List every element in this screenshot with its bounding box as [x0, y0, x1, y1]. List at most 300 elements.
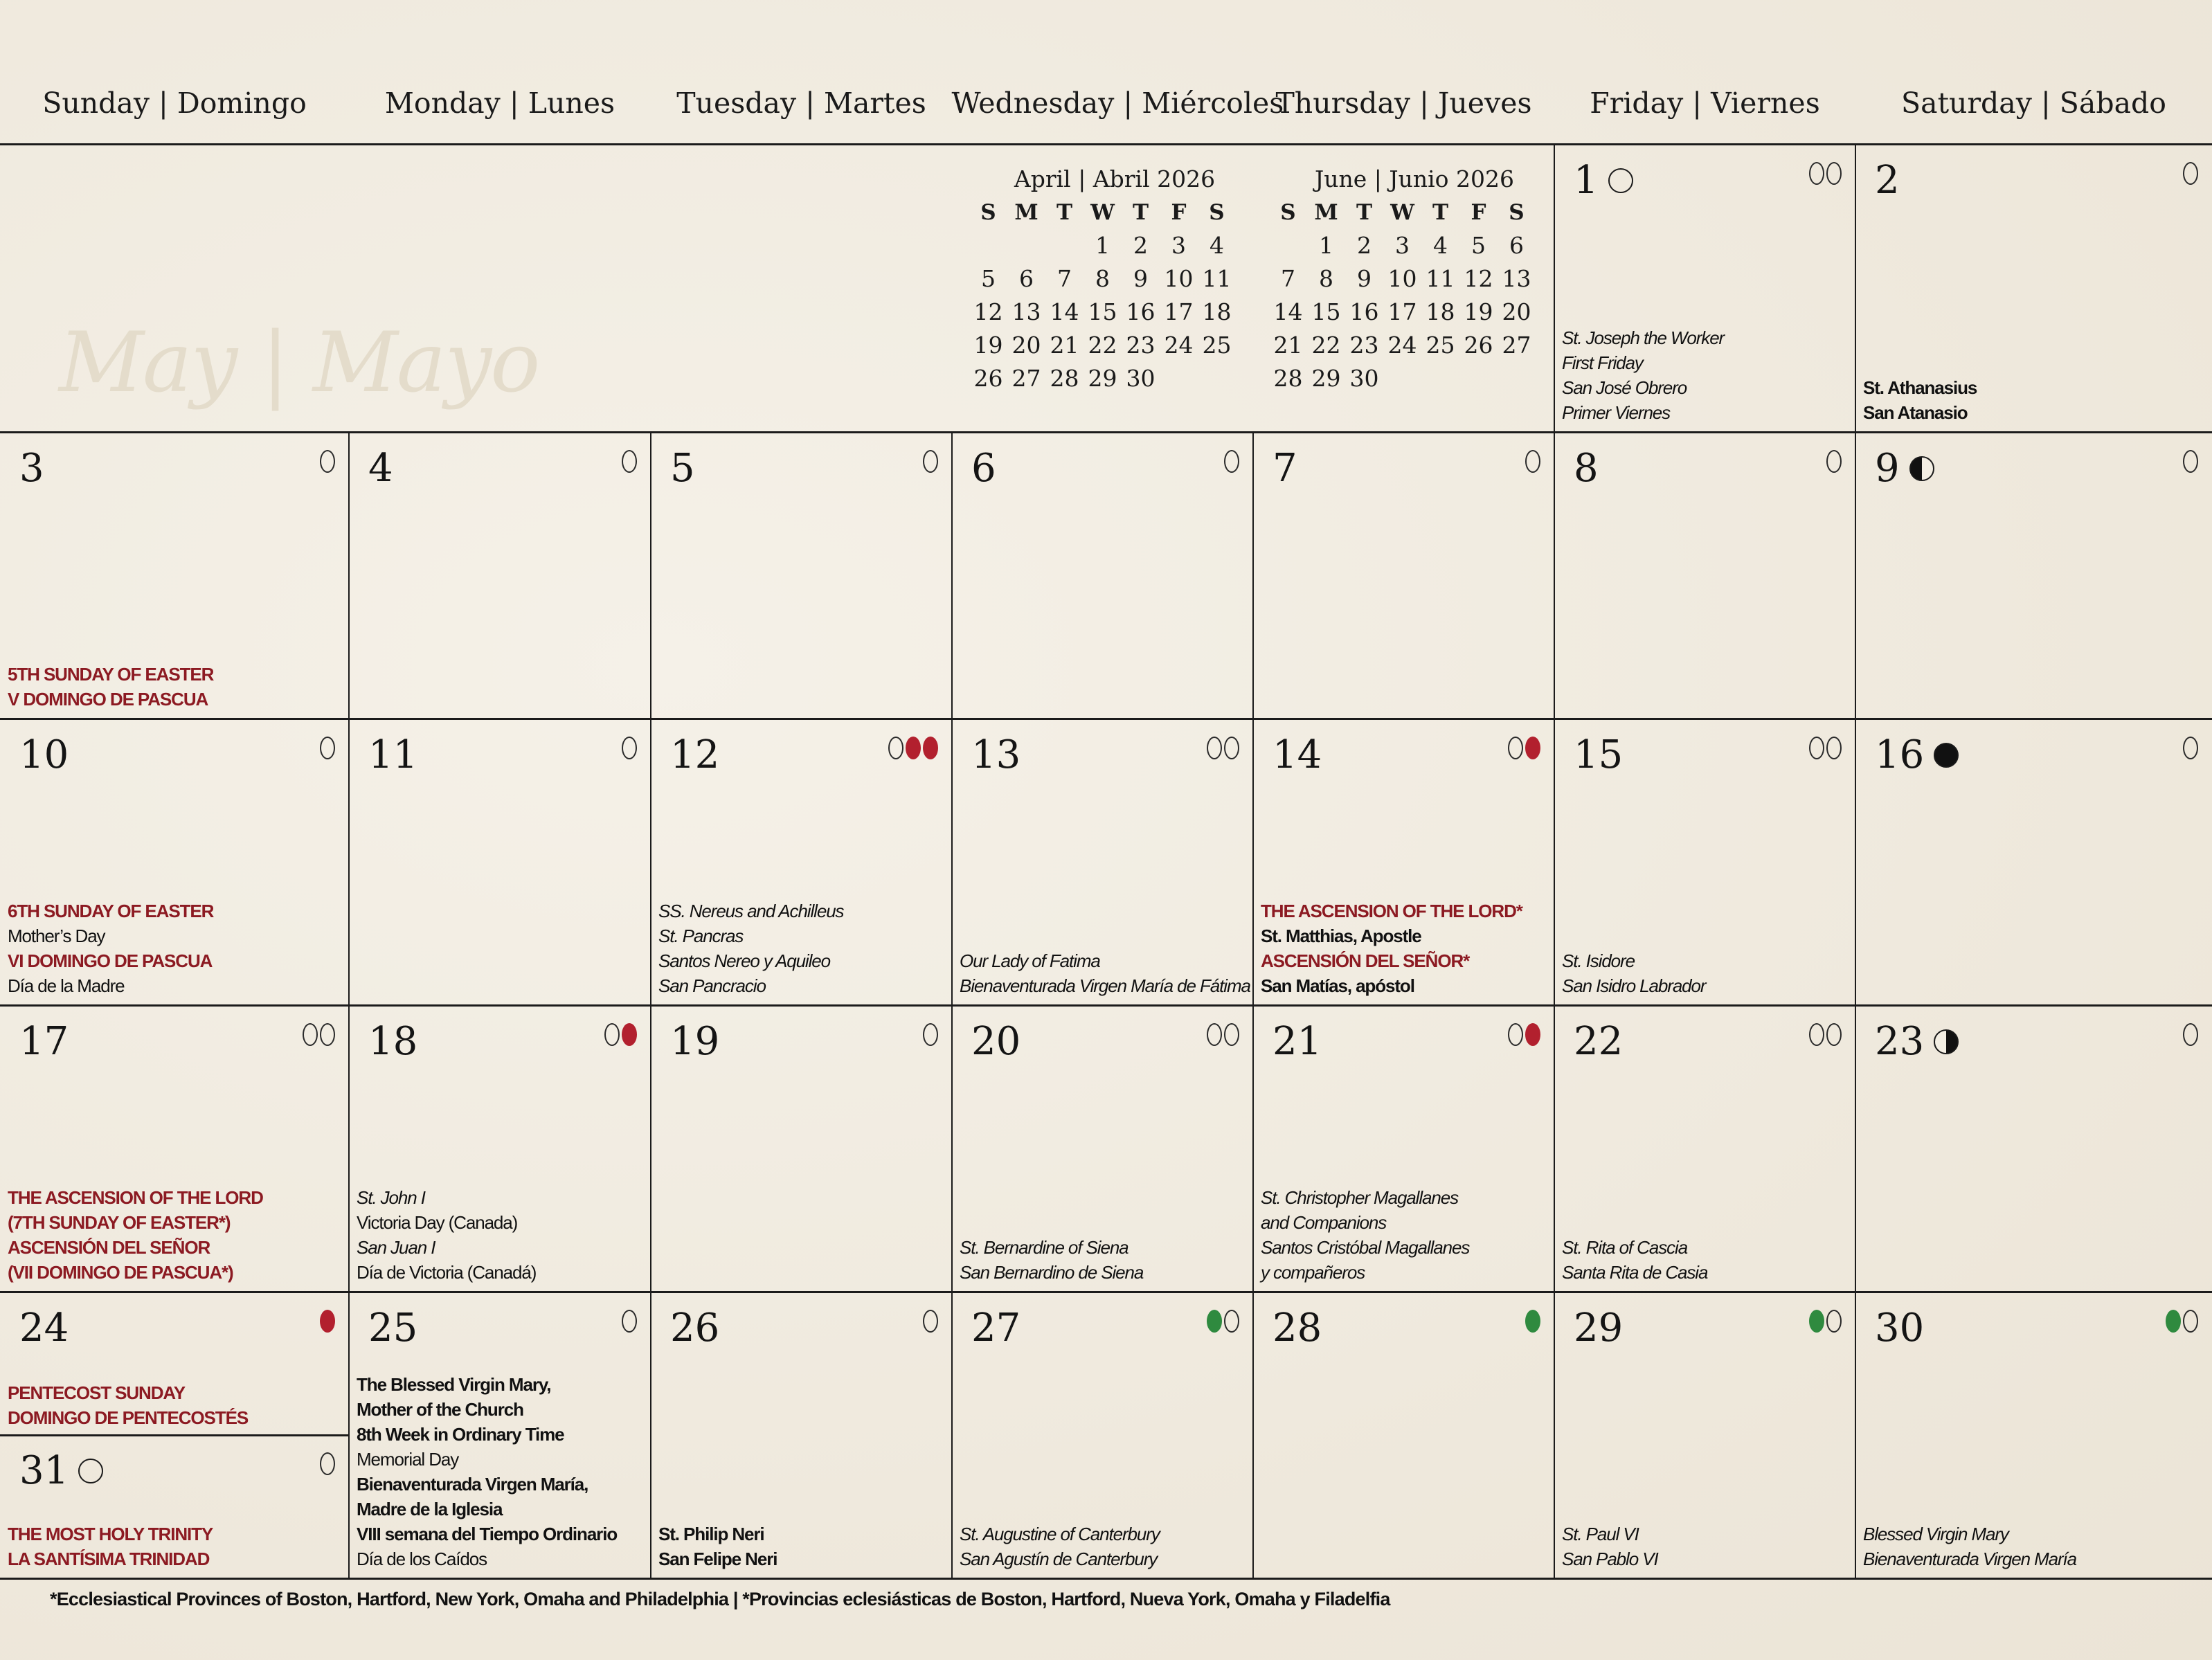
- day-number-text: 27: [971, 1306, 1021, 1351]
- event-line: Mother’s Day: [8, 926, 105, 946]
- mini-day: 15: [1311, 298, 1341, 325]
- liturgical-color-indicators: [1207, 1310, 1239, 1333]
- grid-line: [0, 1578, 2212, 1580]
- liturgical-color-indicators: [1207, 1023, 1239, 1046]
- mini-day: 9: [1133, 265, 1148, 292]
- day-events: [8, 1185, 345, 1285]
- mini-day: [1383, 362, 1421, 395]
- event-line: San Agustín de Canterbury: [960, 1549, 1158, 1569]
- event-line: SS. Nereus and Achilleus: [658, 901, 844, 921]
- liturgical-color-indicators: [604, 1023, 637, 1046]
- mini-day: 8: [1095, 265, 1110, 292]
- mini-day: 19: [973, 332, 1003, 359]
- mini-day: [1007, 229, 1045, 262]
- grid-line: [951, 432, 953, 1578]
- day-number: [368, 1304, 417, 1353]
- day-events: [960, 1522, 1249, 1571]
- day-number: [1875, 1304, 1924, 1353]
- grid-line: [1252, 432, 1254, 1578]
- event-line: DOMINGO DE PENTECOSTÉS: [8, 1407, 249, 1428]
- event-line: San José Obrero: [1562, 377, 1687, 398]
- day-cell[interactable]: [350, 720, 649, 1004]
- mini-day: 19: [1464, 298, 1493, 325]
- mini-day: 7: [1281, 265, 1295, 292]
- white-vestment-dot-icon: [1826, 737, 1842, 759]
- day-number-text: 19: [670, 1019, 720, 1064]
- day-number-text: 12: [670, 732, 720, 777]
- white-vestment-dot-icon: [622, 1310, 637, 1333]
- grid-line: [1554, 144, 1555, 1578]
- white-vestment-dot-icon: [320, 1023, 335, 1046]
- day-cell[interactable]: [1, 1436, 348, 1577]
- event-line: Bienaventurada Virgen María: [1863, 1549, 2077, 1569]
- event-line: Santos Nereo y Aquileo: [658, 950, 831, 971]
- white-vestment-dot-icon: [1809, 162, 1824, 185]
- mini-day: 9: [1357, 265, 1372, 292]
- day-number-text: 18: [368, 1019, 418, 1064]
- mini-day: [969, 229, 1007, 262]
- day-cell[interactable]: [652, 720, 951, 1004]
- first-quarter-moon-icon: [1934, 1029, 1959, 1054]
- mini-day: 18: [1426, 298, 1455, 325]
- event-line: St. Augustine of Canterbury: [960, 1524, 1160, 1544]
- mini-day: 25: [1426, 332, 1455, 359]
- white-vestment-dot-icon: [1826, 450, 1842, 473]
- weekday-label: Saturday | Sábado: [1901, 87, 2166, 120]
- white-vestment-dot-icon: [622, 737, 637, 759]
- event-line: San Felipe Neri: [658, 1549, 777, 1569]
- day-number: [670, 444, 695, 493]
- day-cell[interactable]: [1857, 433, 2211, 717]
- day-number: [19, 731, 69, 779]
- mini-day: 8: [1319, 265, 1333, 292]
- mini-calendar: [969, 163, 1246, 395]
- day-cell[interactable]: [1857, 720, 2211, 1004]
- white-vestment-dot-icon: [1224, 737, 1239, 759]
- mini-day: 17: [1387, 298, 1417, 325]
- white-vestment-dot-icon: [2183, 737, 2198, 759]
- liturgical-color-indicators: [1207, 737, 1239, 759]
- day-cell[interactable]: [350, 1007, 649, 1290]
- liturgical-color-indicators: [2183, 450, 2198, 473]
- mini-day: [1498, 362, 1536, 395]
- mini-day: 7: [1057, 265, 1072, 292]
- weekday-initial: T: [1432, 200, 1449, 225]
- liturgical-color-indicators: [1525, 1310, 1540, 1333]
- day-events: [658, 899, 948, 998]
- event-line: THE MOST HOLY TRINITY: [8, 1524, 213, 1544]
- day-events: [8, 899, 345, 998]
- red-vestment-dot-icon: [1525, 1023, 1540, 1046]
- mini-day: 12: [973, 298, 1003, 325]
- white-vestment-dot-icon: [1207, 737, 1222, 759]
- liturgical-color-indicators: [888, 737, 938, 759]
- weekday-initial: F: [1471, 200, 1486, 225]
- mini-day: 24: [1164, 332, 1194, 359]
- white-vestment-dot-icon: [2183, 450, 2198, 473]
- weekday-initial: T: [1356, 200, 1373, 225]
- event-line: VIII semana del Tiempo Ordinario: [357, 1524, 618, 1544]
- day-number-text: 21: [1273, 1019, 1322, 1064]
- split-divider: [0, 1434, 348, 1436]
- event-line: St. Matthias, Apostle: [1261, 926, 1421, 946]
- day-number: [971, 731, 1020, 779]
- day-number: [1875, 1018, 1959, 1066]
- white-vestment-dot-icon: [1508, 737, 1523, 759]
- liturgical-color-indicators: [622, 450, 637, 473]
- liturgical-color-indicators: [1809, 737, 1842, 759]
- green-vestment-dot-icon: [1525, 1310, 1540, 1333]
- mini-calendar: [1269, 163, 1546, 395]
- mini-day: 14: [1050, 298, 1079, 325]
- liturgical-color-indicators: [1809, 1023, 1842, 1046]
- day-number: [1875, 731, 1959, 779]
- last-quarter-moon-icon: [1909, 456, 1934, 481]
- event-line: (7TH SUNDAY OF EASTER*): [8, 1212, 231, 1233]
- event-line: St. Paul VI: [1562, 1524, 1639, 1544]
- event-line: St. Christopher Magallanes: [1261, 1187, 1458, 1208]
- mini-day: 3: [1395, 232, 1410, 259]
- day-cell[interactable]: [1857, 1007, 2211, 1290]
- day-cell[interactable]: [1, 433, 348, 717]
- day-number-text: 28: [1273, 1306, 1322, 1351]
- day-number: [368, 1018, 417, 1066]
- mini-calendar-table: [1269, 196, 1536, 395]
- day-number: [1574, 731, 1623, 779]
- event-line: Madre de la Iglesia: [357, 1499, 503, 1519]
- mini-day: 26: [1464, 332, 1493, 359]
- weekday-label: Thursday | Jueves: [1275, 87, 1532, 120]
- day-number: [19, 1304, 69, 1353]
- liturgical-color-indicators: [320, 450, 335, 473]
- liturgical-color-indicators: [320, 1452, 335, 1475]
- day-number: [670, 731, 719, 779]
- mini-day: 11: [1426, 265, 1455, 292]
- mini-calendar-title: April | Abril 2026: [1014, 165, 1216, 192]
- mini-day: [1198, 362, 1236, 395]
- liturgical-color-indicators: [622, 737, 637, 759]
- day-number: [1574, 156, 1633, 205]
- day-cell[interactable]: [1556, 720, 1854, 1004]
- mini-day: [1160, 362, 1198, 395]
- weekday-label: Monday | Lunes: [384, 87, 615, 120]
- weekday-initial: W: [1390, 200, 1414, 225]
- event-line: V DOMINGO DE PASCUA: [8, 689, 208, 710]
- red-vestment-dot-icon: [923, 737, 938, 759]
- day-number-text: 2: [1875, 158, 1900, 203]
- liturgical-color-indicators: [1508, 1023, 1540, 1046]
- day-cell[interactable]: [1255, 1293, 1553, 1577]
- day-number-text: 4: [368, 446, 393, 491]
- mini-day: 13: [1011, 298, 1041, 325]
- day-cell[interactable]: [1556, 145, 1854, 431]
- white-vestment-dot-icon: [320, 737, 335, 759]
- mini-day: 30: [1349, 365, 1379, 392]
- day-cell[interactable]: [1, 1293, 348, 1436]
- white-vestment-dot-icon: [1826, 1023, 1842, 1046]
- event-line: St. John I: [357, 1187, 425, 1208]
- day-number: [368, 731, 417, 779]
- event-line: 5TH SUNDAY OF EASTER: [8, 664, 214, 685]
- liturgical-color-indicators: [1809, 1310, 1842, 1333]
- day-number: [971, 1304, 1020, 1353]
- mini-day: [1421, 362, 1459, 395]
- mini-day: 5: [981, 265, 996, 292]
- weekday-header: [0, 66, 2212, 152]
- day-cell[interactable]: [1857, 1293, 2211, 1577]
- mini-day: 28: [1050, 365, 1079, 392]
- weekday-initial: S: [1509, 200, 1525, 225]
- grid-line: [650, 432, 651, 1578]
- weekday-initial: W: [1090, 200, 1115, 225]
- day-number: [19, 1447, 103, 1495]
- event-line: Memorial Day: [357, 1449, 459, 1470]
- day-number: [19, 1018, 69, 1066]
- mini-day: [1459, 362, 1498, 395]
- day-cell[interactable]: [1255, 720, 1553, 1004]
- day-events: [658, 1522, 948, 1571]
- event-line: Mother of the Church: [357, 1399, 523, 1420]
- white-vestment-dot-icon: [1809, 1023, 1824, 1046]
- event-line: PENTECOST SUNDAY: [8, 1382, 185, 1403]
- day-number-text: 17: [19, 1019, 69, 1064]
- event-line: San Juan I: [357, 1237, 435, 1258]
- event-line: LA SANTÍSIMA TRINIDAD: [8, 1549, 210, 1569]
- event-line: San Pancracio: [658, 975, 766, 996]
- mini-day: 16: [1349, 298, 1379, 325]
- event-line: St. Philip Neri: [658, 1524, 764, 1544]
- event-line: THE ASCENSION OF THE LORD*: [1261, 901, 1522, 921]
- mini-day: 2: [1357, 232, 1372, 259]
- event-line: Bienaventurada Virgen María de Fátima: [960, 975, 1250, 996]
- event-line: ASCENSIÓN DEL SEÑOR: [8, 1237, 210, 1258]
- liturgical-color-indicators: [622, 1310, 637, 1333]
- event-line: San Pablo VI: [1562, 1549, 1658, 1569]
- day-events: [8, 1380, 345, 1430]
- weekday-initial: S: [980, 200, 996, 225]
- liturgical-color-indicators: [1525, 450, 1540, 473]
- mini-calendar-table: [969, 196, 1236, 395]
- event-line: Our Lady of Fatima: [960, 950, 1100, 971]
- day-number-text: 16: [1875, 732, 1925, 777]
- white-vestment-dot-icon: [2183, 1023, 2198, 1046]
- day-cell[interactable]: [953, 1007, 1252, 1290]
- event-line: St. Athanasius: [1863, 377, 1977, 398]
- day-cell[interactable]: [953, 433, 1252, 717]
- event-line: First Friday: [1562, 352, 1643, 373]
- mini-day: 5: [1471, 232, 1486, 259]
- day-number-text: 14: [1273, 732, 1322, 777]
- liturgical-color-indicators: [923, 450, 938, 473]
- day-number: [368, 444, 393, 493]
- day-number-text: 15: [1574, 732, 1624, 777]
- event-line: 6TH SUNDAY OF EASTER: [8, 901, 214, 921]
- liturgical-color-indicators: [1809, 162, 1842, 185]
- day-cell[interactable]: [1556, 1293, 1854, 1577]
- day-events: [8, 662, 345, 712]
- day-number-text: 22: [1574, 1019, 1624, 1064]
- liturgical-color-indicators: [2183, 1023, 2198, 1046]
- event-line: St. Rita of Cascia: [1562, 1237, 1688, 1258]
- day-number-text: 10: [19, 732, 69, 777]
- day-number: [971, 444, 996, 493]
- white-vestment-dot-icon: [923, 450, 938, 473]
- mini-day: 14: [1273, 298, 1303, 325]
- full-moon-icon: [78, 1459, 103, 1483]
- day-events: [1261, 1185, 1550, 1285]
- event-line: Victoria Day (Canada): [357, 1212, 518, 1233]
- mini-day: 18: [1202, 298, 1232, 325]
- mini-day: 27: [1011, 365, 1041, 392]
- red-vestment-dot-icon: [1525, 737, 1540, 759]
- event-line: 8th Week in Ordinary Time: [357, 1424, 564, 1445]
- event-line: Santa Rita de Casia: [1562, 1262, 1708, 1283]
- white-vestment-dot-icon: [1224, 1023, 1239, 1046]
- day-number-text: 3: [19, 446, 44, 491]
- day-cell[interactable]: [1, 720, 348, 1004]
- mini-day: [1269, 229, 1307, 262]
- weekday-label: Tuesday | Martes: [676, 87, 926, 120]
- event-line: Santos Cristóbal Magallanes: [1261, 1237, 1470, 1258]
- day-number-text: 7: [1273, 446, 1297, 491]
- day-number: [1875, 156, 1900, 205]
- mini-day: 6: [1019, 265, 1034, 292]
- day-cell[interactable]: [1255, 1007, 1553, 1290]
- day-number-text: 23: [1875, 1019, 1925, 1064]
- event-line: Día de los Caídos: [357, 1549, 487, 1569]
- day-events: [1261, 899, 1550, 998]
- month-title: May | Mayo: [59, 315, 539, 411]
- red-vestment-dot-icon: [320, 1310, 335, 1333]
- day-number-text: 20: [971, 1019, 1021, 1064]
- mini-day: 29: [1088, 365, 1117, 392]
- mini-day: 20: [1502, 298, 1531, 325]
- white-vestment-dot-icon: [604, 1023, 620, 1046]
- liturgical-color-indicators: [1508, 737, 1540, 759]
- day-number: [1273, 731, 1322, 779]
- day-events: [357, 1185, 647, 1285]
- liturgical-color-indicators: [1224, 450, 1239, 473]
- red-vestment-dot-icon: [906, 737, 921, 759]
- mini-day: 10: [1164, 265, 1194, 292]
- day-cell[interactable]: [1556, 433, 1854, 717]
- mini-day: [1045, 229, 1083, 262]
- day-cell[interactable]: [953, 1293, 1252, 1577]
- day-cell[interactable]: [1255, 433, 1553, 717]
- mini-day: 17: [1164, 298, 1194, 325]
- event-line: Día de la Madre: [8, 975, 125, 996]
- day-events: [960, 1235, 1249, 1285]
- day-number: [1273, 1304, 1322, 1353]
- day-events: [1562, 1522, 1851, 1571]
- day-cell[interactable]: [350, 433, 649, 717]
- weekday-label: Wednesday | Miércoles: [951, 87, 1284, 120]
- event-line: San Atanasio: [1863, 402, 1968, 423]
- day-number: [1273, 1018, 1322, 1066]
- event-line: San Bernardino de Siena: [960, 1262, 1144, 1283]
- event-line: Blessed Virgin Mary: [1863, 1524, 2008, 1544]
- white-vestment-dot-icon: [1224, 1310, 1239, 1333]
- liturgical-color-indicators: [320, 1310, 335, 1333]
- mini-day: 26: [973, 365, 1003, 392]
- white-vestment-dot-icon: [622, 450, 637, 473]
- weekday-label: Sunday | Domingo: [42, 87, 307, 120]
- mini-day: 1: [1319, 232, 1333, 259]
- mini-day: 10: [1387, 265, 1417, 292]
- event-line: St. Joseph the Worker: [1562, 327, 1725, 348]
- day-number: [670, 1304, 719, 1353]
- weekday-initial: F: [1171, 200, 1187, 225]
- mini-day: 27: [1502, 332, 1531, 359]
- weekday-label: Friday | Viernes: [1590, 87, 1820, 120]
- day-cell[interactable]: [1556, 1007, 1854, 1290]
- day-cell[interactable]: [652, 1007, 951, 1290]
- liturgical-color-indicators: [2183, 162, 2198, 185]
- day-number-text: 26: [670, 1306, 720, 1351]
- day-cell[interactable]: [953, 720, 1252, 1004]
- event-line: St. Isidore: [1562, 950, 1635, 971]
- mini-day: 25: [1202, 332, 1232, 359]
- liturgical-color-indicators: [2183, 737, 2198, 759]
- day-cell[interactable]: [652, 433, 951, 717]
- day-number-text: 29: [1574, 1306, 1624, 1351]
- event-line: San Matías, apóstol: [1261, 975, 1414, 996]
- event-line: The Blessed Virgin Mary,: [357, 1374, 551, 1395]
- mini-day: 20: [1011, 332, 1041, 359]
- white-vestment-dot-icon: [1224, 450, 1239, 473]
- day-events: [1863, 1522, 2208, 1571]
- mini-day: 21: [1273, 332, 1303, 359]
- day-number-text: 13: [971, 732, 1021, 777]
- day-number-text: 6: [971, 446, 996, 491]
- day-number-text: 25: [368, 1306, 418, 1351]
- event-line: ASCENSIÓN DEL SEÑOR*: [1261, 950, 1470, 971]
- event-line: Día de Victoria (Canadá): [357, 1262, 537, 1283]
- mini-day: 11: [1202, 265, 1232, 292]
- day-cell[interactable]: [1857, 145, 2211, 431]
- mini-day: 28: [1273, 365, 1303, 392]
- new-moon-icon: [1934, 743, 1959, 768]
- white-vestment-dot-icon: [888, 737, 903, 759]
- mini-day: 2: [1133, 232, 1148, 259]
- day-number-text: 24: [19, 1306, 69, 1351]
- day-number: [1273, 444, 1297, 493]
- mini-day: 29: [1311, 365, 1341, 392]
- day-number: [1574, 1304, 1623, 1353]
- day-number: [971, 1018, 1020, 1066]
- day-cell[interactable]: [1, 1007, 348, 1290]
- event-line: Bienaventurada Virgen María,: [357, 1474, 588, 1495]
- weekday-initial: T: [1056, 200, 1073, 225]
- mini-day: 4: [1433, 232, 1448, 259]
- day-number-text: 1: [1574, 158, 1599, 203]
- day-events: [1863, 375, 2208, 425]
- mini-day: 23: [1349, 332, 1379, 359]
- weekday-initial: M: [1014, 200, 1038, 225]
- day-number-text: 5: [670, 446, 695, 491]
- mini-day: 23: [1126, 332, 1156, 359]
- day-number-text: 9: [1875, 446, 1900, 491]
- footnote: *Ecclesiastical Provinces of Boston, Hartford, New York, Omaha and Philadelphia | *Provincias eclesiásticas de Boston, Hartford, Nueva York, Omaha y Filadelfia: [50, 1589, 1390, 1609]
- day-cell[interactable]: [350, 1293, 649, 1577]
- grid-line: [1855, 144, 1856, 1578]
- day-cell[interactable]: [652, 1293, 951, 1577]
- white-vestment-dot-icon: [2183, 162, 2198, 185]
- white-vestment-dot-icon: [1525, 450, 1540, 473]
- green-vestment-dot-icon: [1207, 1310, 1222, 1333]
- white-vestment-dot-icon: [923, 1310, 938, 1333]
- event-line: and Companions: [1261, 1212, 1387, 1233]
